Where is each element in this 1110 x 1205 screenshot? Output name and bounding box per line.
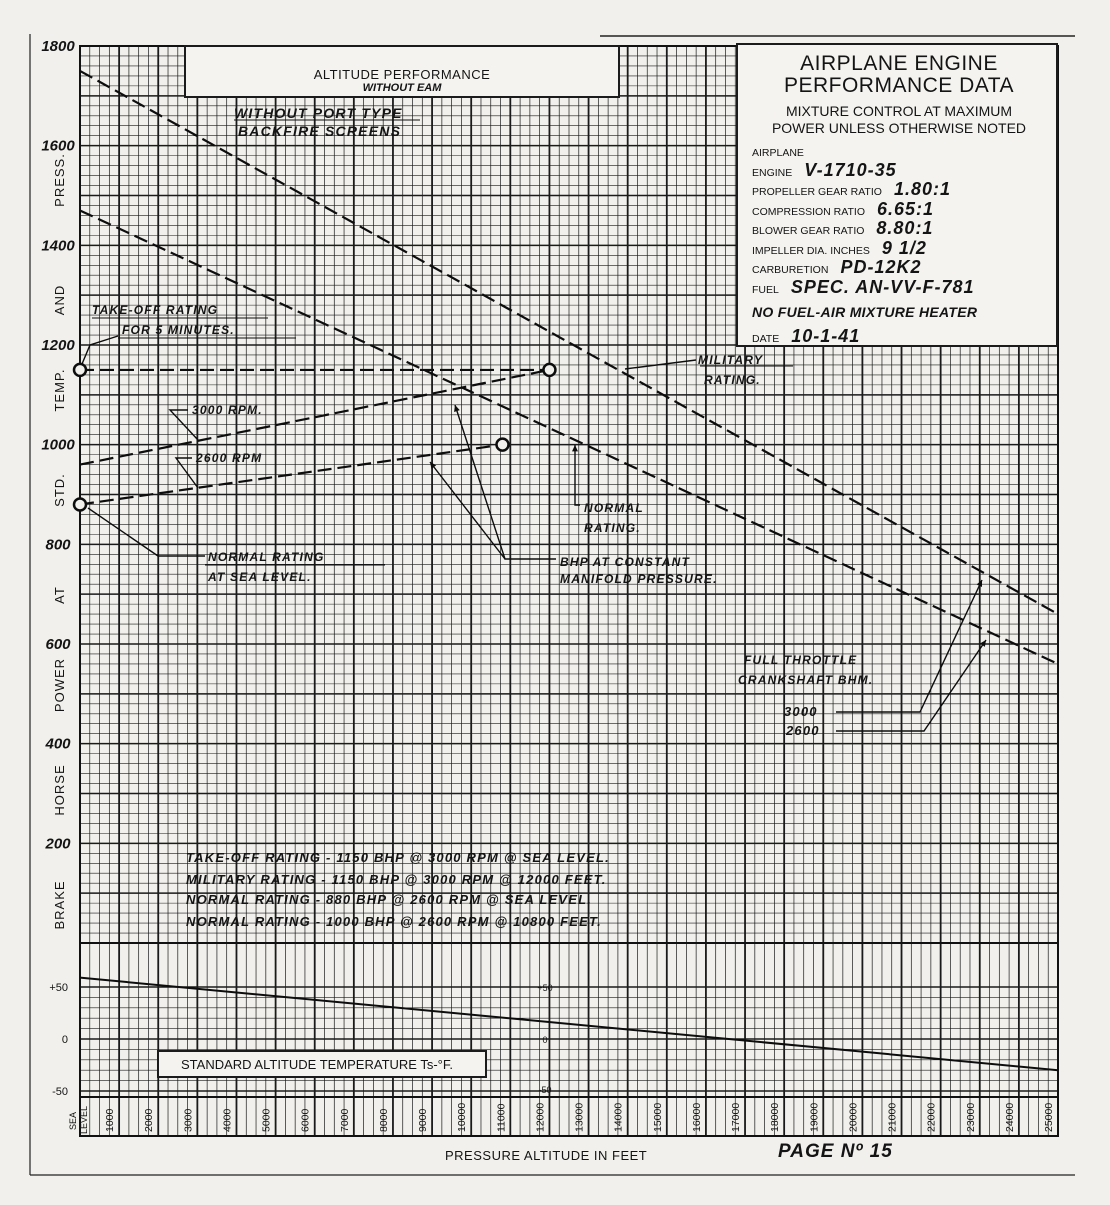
x-axis-title: PRESSURE ALTITUDE IN FEET [445,1148,648,1163]
x-tick-label: 19000 [808,1102,821,1132]
compression-ratio-value: 6.65:1 [876,198,935,219]
rpm-2600-leader [176,458,198,488]
mixture-note [752,103,1046,137]
constant-mp-leader-a [455,405,556,559]
x-tick-label: 21000 [886,1102,899,1132]
constant-mp-label-line1: BHP AT CONSTANT [560,555,690,569]
x-tick-label: 25000 [1043,1102,1055,1132]
full-throttle-label-line1: FULL THROTTLE [744,653,858,667]
chart-title: ALTITUDE PERFORMANCE [313,67,491,82]
full-throttle-2600-label: 2600 [786,723,820,738]
propeller-gear-ratio-value: 1.80:1 [893,179,951,199]
constant-mp-arrow-a [454,405,460,412]
blower-gear-ratio-value: 8.80:1 [876,218,934,238]
y-tick-label: 1000 [41,436,75,454]
fuel-value: SPEC. AN-VV-F-781 [790,276,975,297]
engine-value: V-1710-35 [804,159,897,180]
y-axis-title-word: TEMP. [52,368,67,412]
x-tick-label: 23000 [964,1102,977,1132]
x-tick-label: 22000 [925,1102,938,1132]
spec-title-line2: PERFORMANCE DATA [783,74,1015,97]
y-tick-label: 1600 [41,137,75,155]
y-tick-label: 400 [45,735,71,753]
x-tick-label: 16000 [690,1102,703,1132]
temperature-chart-title: STANDARD ALTITUDE TEMPERATURE Ts-°F. [157,1050,487,1078]
backfire-note-line2: BACKFIRE SCREENS [238,123,402,139]
airplane-label: AIRPLANE [752,147,804,159]
spec-row-propeller [752,181,1046,201]
fuel-label: FUEL [752,283,779,296]
spec-row-fuel [752,276,1046,299]
x-tick-label: 14000 [612,1102,625,1132]
engine-label: ENGINE [752,166,793,179]
mixture-note-line1: MIXTURE CONTROL AT MAXIMUM [785,103,1013,119]
impeller-dia-label: IMPELLER DIA. INCHES [752,244,870,257]
y-axis-title-word: STD. [52,473,67,507]
x-tick-label: 10000 [456,1102,469,1132]
compression-ratio-label: COMPRESSION RATIO [752,205,865,218]
normal-sealevel-label-line2: AT SEA LEVEL. [208,570,312,584]
chart-title-box [184,45,620,98]
y-tick-label: 1200 [41,337,75,354]
temp-y-tick-label: +50 [49,982,68,994]
x-tick-label: 6000 [299,1108,312,1132]
rating-summary-line-2: NORMAL RATING - 880 BHP @ 2600 RPM @ SEA LEVEL. [186,892,593,907]
backfire-note-line1: WITHOUT PORT TYPE [234,105,403,121]
temp-mid-tick-label: +50 [537,983,553,993]
x-tick-label: 8000 [377,1108,390,1132]
full-throttle-3000-label: 3000 [784,704,818,719]
y-axis-title-word: PRESS. [52,153,67,207]
normal-rating-arrow [572,445,578,451]
x-tick-label: 3000 [182,1108,195,1132]
y-axis-title-word: POWER [52,657,67,713]
rating-summary-line-0: TAKE-OFF RATING - 1150 BHP @ 3000 RPM @ SEA LEVEL. [186,850,610,865]
x-tick-label: LEVEL [79,1105,89,1134]
propeller-gear-ratio-label: PROPELLER GEAR RATIO [752,186,882,198]
x-tick-label: SEA [68,1111,78,1130]
y-tick-label: 600 [45,636,71,653]
spec-row-blower [752,220,1046,240]
x-tick-label: 1000 [104,1108,117,1132]
rating-point-3 [496,439,508,451]
y-tick-label: 1800 [41,38,75,55]
military-rating-label-line1: MILITARY [698,353,764,367]
engine-spec-panel [736,43,1058,347]
takeoff-leader [82,336,118,364]
mixture-note-line2: POWER UNLESS OTHERWISE NOTED [771,120,1027,136]
chart-subtitle: WITHOUT EAM [362,82,442,94]
date-value: 10-1-41 [791,326,861,346]
temp-mid-tick-label: -50 [538,1085,552,1095]
x-tick-label: 20000 [847,1102,860,1132]
carburetion-label: CARBURETION [752,264,829,276]
constant-mp-label-line2: MANIFOLD PRESSURE. [560,572,718,586]
x-tick-label: 18000 [769,1102,782,1132]
x-tick-label: 9000 [417,1108,430,1132]
y-axis-title-word: BRAKE [52,880,67,930]
y-axis-title-word: AND [52,284,67,316]
page-number: PAGE Nº 15 [778,1141,893,1162]
normal-rating-label-line2: RATING. [584,521,641,535]
spec-row-carburetion [752,259,1046,279]
spec-title-line1: AIRPLANE ENGINE [800,52,998,75]
temp-y-tick-label: 0 [61,1034,68,1046]
normal-rating-label-line1: NORMAL [584,501,644,515]
rating-point-2 [74,498,86,510]
x-tick-label: 4000 [221,1108,234,1132]
rating-summary-line-3: NORMAL RATING - 1000 BHP @ 2600 RPM @ 10800 FEET. [186,914,602,929]
blower-gear-ratio-label: BLOWER GEAR RATIO [752,225,865,237]
heater-note: NO FUEL-AIR MIXTURE HEATER [752,304,978,320]
date-label: DATE [752,333,780,345]
x-tick-label: 13000 [573,1102,586,1132]
full-throttle-label-line2: CRANKSHAFT BHM. [738,673,874,687]
takeoff-rating-label-line2: FOR 5 MINUTES. [122,323,235,337]
takeoff-rating-label-line1: TAKE-OFF RATING [92,303,219,317]
y-tick-label: 200 [45,835,71,853]
normal-sealevel-label-line1: NORMAL RATING [208,550,325,564]
x-tick-label: 24000 [1003,1102,1016,1132]
x-tick-label: 11000 [495,1103,508,1132]
rpm-3000-label: 3000 RPM. [192,403,263,417]
spec-row-date [752,328,1046,348]
y-axis-title-word: AT [52,586,67,604]
x-tick-label: 2000 [143,1108,156,1132]
full-throttle-2600-arrow [980,640,986,647]
x-tick-label: 7000 [338,1108,351,1132]
military-leader [625,360,696,369]
military-rating-label-line2: RATING. [704,373,761,387]
x-tick-label: 17000 [730,1102,743,1132]
x-tick-label: 12000 [534,1102,547,1132]
temp-mid-tick-label: 0 [542,1035,548,1045]
rating-point-1 [543,364,555,376]
spec-title [752,53,1046,97]
rating-summary-line-1: MILITARY RATING - 1150 BHP @ 3000 RPM @ 12000 FEET. [186,872,607,887]
rating-point-0 [74,364,86,376]
impeller-dia-value: 9 1/2 [881,237,927,258]
carburetion-value: PD-12K2 [840,257,922,277]
temp-y-tick-label: -50 [52,1086,68,1098]
y-tick-label: 1400 [41,237,75,255]
spec-row-airplane [752,145,1046,162]
x-tick-label: 15000 [651,1102,664,1132]
rpm-2600-label: 2600 RPM [196,451,263,465]
x-tick-label: 5000 [260,1108,273,1132]
y-tick-label: 800 [45,536,71,554]
y-axis-title-word: HORSE [52,764,67,816]
normal-rating-leader [575,445,580,505]
